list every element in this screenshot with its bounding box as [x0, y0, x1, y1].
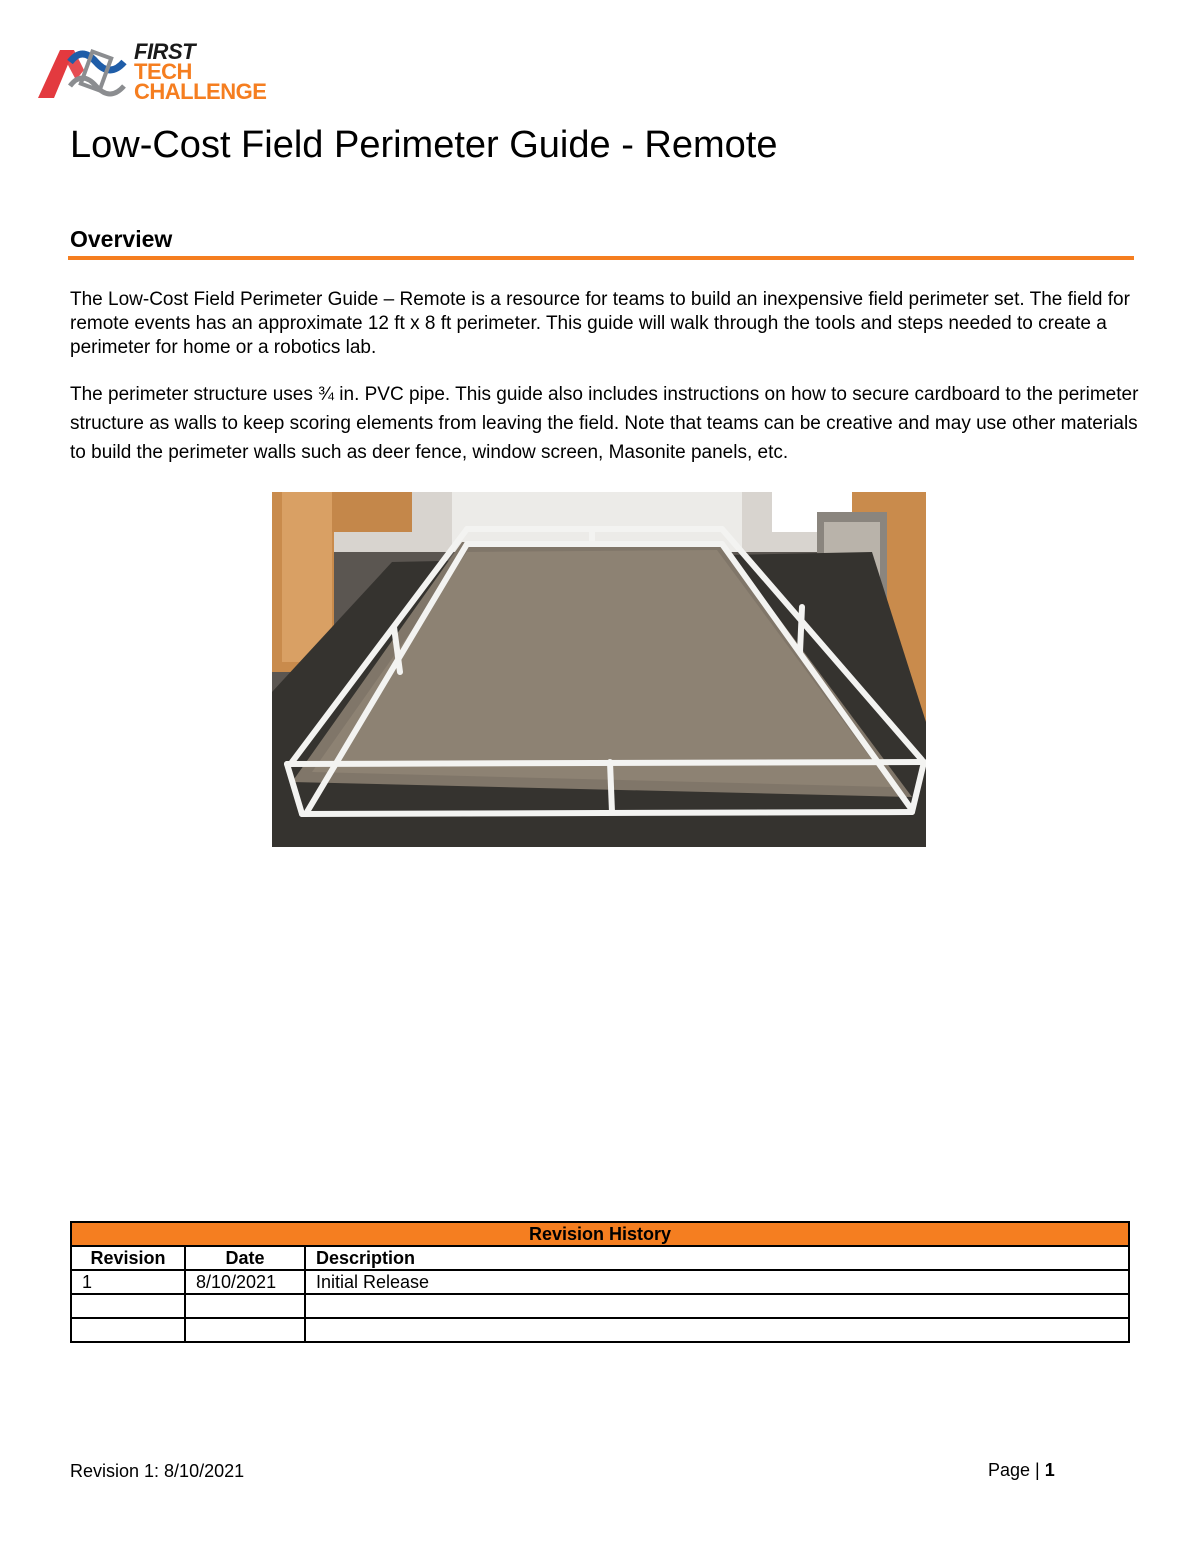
description-cell — [305, 1318, 1129, 1342]
revision-history-table — [70, 1221, 1130, 1343]
column-header-date: Date — [185, 1246, 305, 1270]
revision-cell — [71, 1294, 185, 1318]
table-row — [71, 1270, 1129, 1294]
column-header-description: Description — [305, 1246, 1129, 1270]
overview-heading: Overview — [70, 226, 173, 252]
description-cell — [305, 1294, 1129, 1318]
revision-history-caption: Revision History — [71, 1222, 1129, 1246]
document-title: Low-Cost Field Perimeter Guide - Remote — [70, 124, 778, 166]
revision-cell: 1 — [71, 1270, 185, 1294]
section-divider — [68, 256, 1134, 260]
date-cell — [185, 1294, 305, 1318]
footer-page-number — [988, 1460, 1055, 1481]
logo-tech-text: TECH — [134, 59, 192, 84]
date-cell — [185, 1318, 305, 1342]
page-label: Page | — [988, 1460, 1040, 1480]
pvc-perimeter-photo — [272, 492, 926, 847]
overview-paragraph-2: The perimeter structure uses ¾ in. PVC pipe. This guide also includes instructions on how to secure cardboard to the perimeter structure as walls to keep scoring elements from leaving the field. Note that teams can be creative and may use other materials to build the perimeter walls such as deer fence, window screen, Masonite panels, etc. — [70, 384, 1139, 463]
first-tech-challenge-logo — [30, 40, 280, 110]
page-number: 1 — [1044, 1460, 1055, 1480]
logo-challenge-text: CHALLENGE — [134, 79, 267, 104]
table-row — [71, 1318, 1129, 1342]
revision-cell — [71, 1318, 185, 1342]
ftc-emblem-icon — [30, 40, 130, 106]
logo-first-text: FIRST — [134, 39, 196, 64]
column-header-revision: Revision — [71, 1246, 185, 1270]
overview-paragraph-1: The Low-Cost Field Perimeter Guide – Remote is a resource for teams to build an inexpensive field perimeter set. The field for remote events has an approximate 12 ft x 8 ft perimeter. This guide will walk through the tools and steps needed to create a perimeter for home or a robotics lab. — [70, 289, 1130, 358]
date-cell: 8/10/2021 — [185, 1270, 305, 1294]
footer-revision: Revision 1: 8/10/2021 — [70, 1461, 245, 1481]
description-cell: Initial Release — [305, 1270, 1129, 1294]
table-row — [71, 1294, 1129, 1318]
